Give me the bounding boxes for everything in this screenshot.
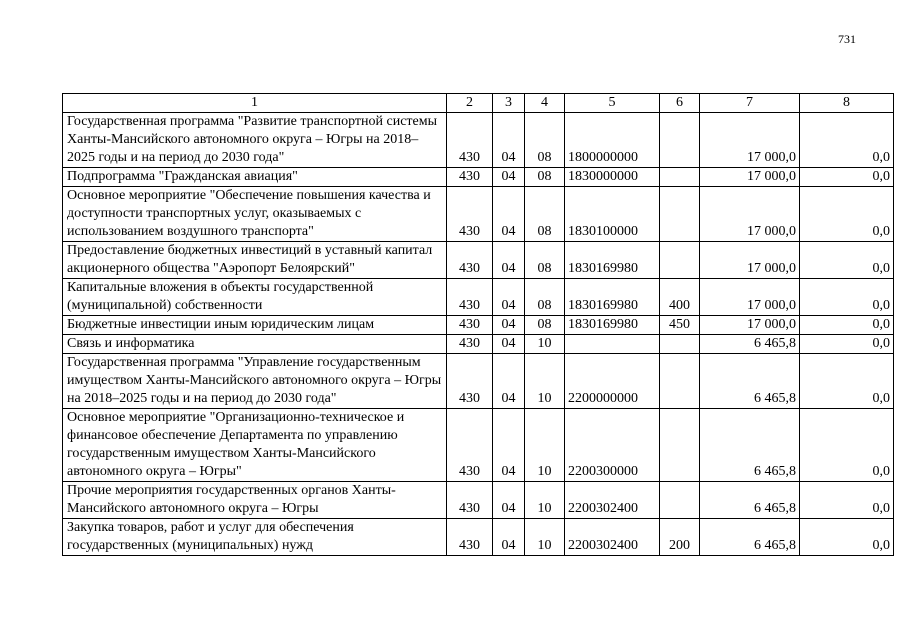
row-amount-cell: 17 000,0 — [700, 242, 800, 279]
row-target-article-cell: 1830169980 — [565, 279, 660, 316]
row-subsection-cell: 10 — [525, 354, 565, 409]
page-number: 731 — [838, 32, 856, 46]
row-target-article-cell: 1830169980 — [565, 242, 660, 279]
row-section-cell: 04 — [493, 409, 525, 482]
row-target-article-cell: 2200300000 — [565, 409, 660, 482]
row-admin-code-cell: 430 — [447, 168, 493, 187]
row-subsection-cell: 08 — [525, 168, 565, 187]
row-name-cell: Подпрограмма "Гражданская авиация" — [63, 168, 447, 187]
row-target-article-cell: 1830000000 — [565, 168, 660, 187]
row-amount-cell: 6 465,8 — [700, 409, 800, 482]
row-amount2-cell: 0,0 — [800, 242, 894, 279]
row-amount-cell: 6 465,8 — [700, 354, 800, 409]
row-expense-type-cell: 450 — [660, 316, 700, 335]
table-row — [63, 168, 894, 187]
row-name-cell: Бюджетные инвестиции иным юридическим лицам — [63, 316, 447, 335]
row-expense-type-cell: 200 — [660, 519, 700, 556]
row-expense-type-cell — [660, 482, 700, 519]
row-expense-type-cell — [660, 168, 700, 187]
row-section-cell: 04 — [493, 168, 525, 187]
header-cell-vr: 6 — [660, 94, 700, 113]
header-cell-adm: 2 — [447, 94, 493, 113]
row-expense-type-cell — [660, 409, 700, 482]
row-amount-cell: 17 000,0 — [700, 113, 800, 168]
row-subsection-cell: 08 — [525, 242, 565, 279]
row-amount-cell: 17 000,0 — [700, 279, 800, 316]
row-name-cell: Основное мероприятие "Организационно-техническое и финансовое обеспечение Департамента по управлению государственным имуществом Ханты-Мансийского автономного округа – Югры" — [63, 409, 447, 482]
row-amount-cell: 6 465,8 — [700, 482, 800, 519]
row-name-cell: Закупка товаров, работ и услуг для обеспечения государственных (муниципальных) нужд — [63, 519, 447, 556]
table-row — [63, 279, 894, 316]
table-row — [63, 335, 894, 354]
row-admin-code-cell: 430 — [447, 409, 493, 482]
row-subsection-cell: 10 — [525, 335, 565, 354]
row-amount2-cell: 0,0 — [800, 335, 894, 354]
row-section-cell: 04 — [493, 187, 525, 242]
header-row — [63, 94, 894, 113]
row-amount2-cell: 0,0 — [800, 279, 894, 316]
row-name-cell: Государственная программа "Развитие транспортной системы Ханты-Мансийского автономного округа – Югры на 2018–2025 годы и на период до 2030 года" — [63, 113, 447, 168]
row-expense-type-cell — [660, 187, 700, 242]
header-cell-subsection: 4 — [525, 94, 565, 113]
table-row — [63, 482, 894, 519]
row-subsection-cell: 10 — [525, 409, 565, 482]
row-amount-cell: 17 000,0 — [700, 316, 800, 335]
row-subsection-cell: 08 — [525, 187, 565, 242]
row-target-article-cell: 1830100000 — [565, 187, 660, 242]
row-amount-cell: 17 000,0 — [700, 168, 800, 187]
row-section-cell: 04 — [493, 279, 525, 316]
row-admin-code-cell: 430 — [447, 519, 493, 556]
table-body — [63, 113, 894, 556]
row-subsection-cell: 08 — [525, 316, 565, 335]
row-section-cell: 04 — [493, 242, 525, 279]
table-row — [63, 242, 894, 279]
row-subsection-cell: 10 — [525, 482, 565, 519]
row-name-cell: Государственная программа "Управление государственным имуществом Ханты-Мансийского автономного округа – Югры на 2018–2025 годы и на период до 2030 года" — [63, 354, 447, 409]
row-subsection-cell: 08 — [525, 113, 565, 168]
row-amount2-cell: 0,0 — [800, 519, 894, 556]
row-amount2-cell: 0,0 — [800, 482, 894, 519]
table-row — [63, 409, 894, 482]
row-subsection-cell: 08 — [525, 279, 565, 316]
row-expense-type-cell — [660, 335, 700, 354]
table-row — [63, 354, 894, 409]
row-admin-code-cell: 430 — [447, 354, 493, 409]
row-amount2-cell: 0,0 — [800, 168, 894, 187]
row-amount2-cell: 0,0 — [800, 409, 894, 482]
row-name-cell: Связь и информатика — [63, 335, 447, 354]
row-name-cell: Прочие мероприятия государственных органов Ханты-Мансийского автономного округа – Югры — [63, 482, 447, 519]
row-admin-code-cell: 430 — [447, 316, 493, 335]
row-amount-cell: 6 465,8 — [700, 519, 800, 556]
header-cell-amount: 7 — [700, 94, 800, 113]
row-expense-type-cell — [660, 242, 700, 279]
header-cell-csr: 5 — [565, 94, 660, 113]
row-admin-code-cell: 430 — [447, 113, 493, 168]
row-admin-code-cell: 430 — [447, 242, 493, 279]
row-section-cell: 04 — [493, 519, 525, 556]
row-name-cell: Основное мероприятие "Обеспечение повышения качества и доступности транспортных услуг, оказываемых с использованием воздушного транспорта" — [63, 187, 447, 242]
header-cell-amount2: 8 — [800, 94, 894, 113]
row-section-cell: 04 — [493, 316, 525, 335]
row-name-cell: Капитальные вложения в объекты государственной (муниципальной) собственности — [63, 279, 447, 316]
row-admin-code-cell: 430 — [447, 335, 493, 354]
row-name-cell: Предоставление бюджетных инвестиций в уставный капитал акционерного общества "Аэропорт Белоярский" — [63, 242, 447, 279]
row-admin-code-cell: 430 — [447, 187, 493, 242]
row-target-article-cell: 1830169980 — [565, 316, 660, 335]
row-admin-code-cell: 430 — [447, 482, 493, 519]
row-expense-type-cell — [660, 113, 700, 168]
row-amount-cell: 6 465,8 — [700, 335, 800, 354]
row-target-article-cell: 2200302400 — [565, 519, 660, 556]
row-target-article-cell: 1800000000 — [565, 113, 660, 168]
table-header — [63, 94, 894, 113]
row-amount2-cell: 0,0 — [800, 113, 894, 168]
row-section-cell: 04 — [493, 113, 525, 168]
budget-table — [62, 93, 894, 556]
row-section-cell: 04 — [493, 482, 525, 519]
header-cell-name: 1 — [63, 94, 447, 113]
row-target-article-cell: 2200000000 — [565, 354, 660, 409]
table-row — [63, 316, 894, 335]
row-section-cell: 04 — [493, 354, 525, 409]
row-section-cell: 04 — [493, 335, 525, 354]
table-row — [63, 187, 894, 242]
row-subsection-cell: 10 — [525, 519, 565, 556]
row-amount2-cell: 0,0 — [800, 316, 894, 335]
row-amount2-cell: 0,0 — [800, 354, 894, 409]
table-row — [63, 113, 894, 168]
header-cell-section: 3 — [493, 94, 525, 113]
row-amount-cell: 17 000,0 — [700, 187, 800, 242]
row-expense-type-cell — [660, 354, 700, 409]
row-amount2-cell: 0,0 — [800, 187, 894, 242]
row-target-article-cell — [565, 335, 660, 354]
row-expense-type-cell: 400 — [660, 279, 700, 316]
row-target-article-cell: 2200302400 — [565, 482, 660, 519]
table-row — [63, 519, 894, 556]
row-admin-code-cell: 430 — [447, 279, 493, 316]
